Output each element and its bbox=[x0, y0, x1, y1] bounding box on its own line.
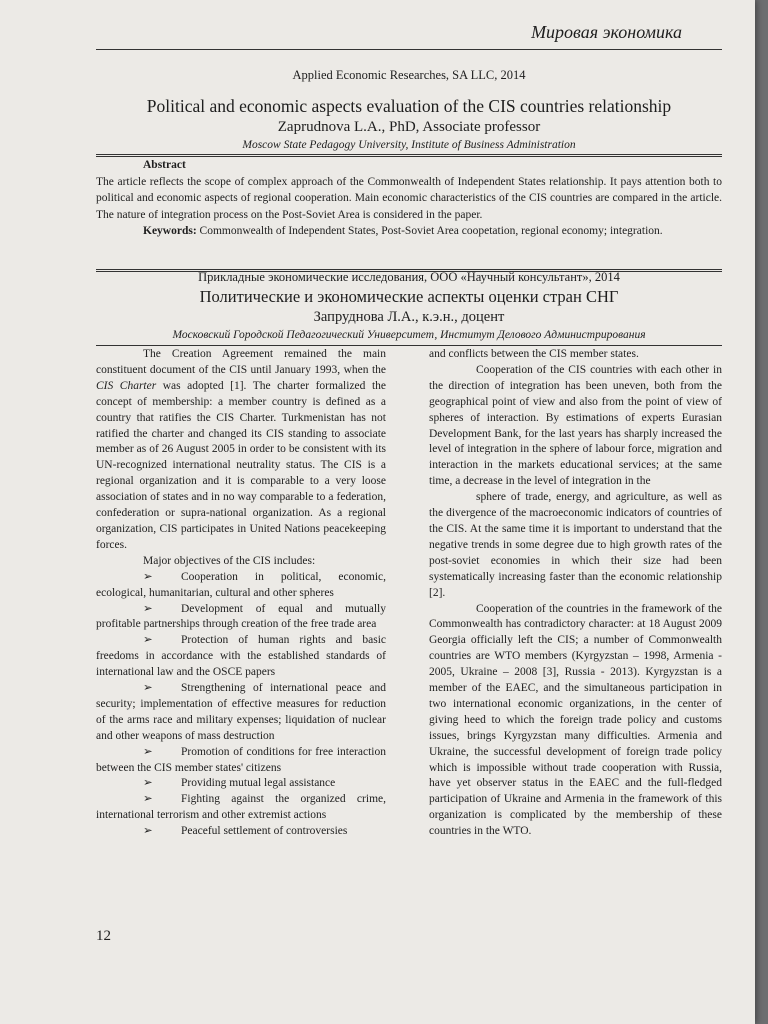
abstract-block bbox=[96, 157, 722, 240]
left-paragraph-1-text-a: The Creation Agreement remained the main constituent document of the CIS until January 1993, when the bbox=[96, 348, 386, 376]
article-title-en: Political and economic aspects evaluation of the CIS countries relationship bbox=[146, 96, 672, 116]
right-paragraph-2: sphere of trade, energy, and agriculture, as well as the divergence of the macroeconomic indicators of countries of the CIS. At the same time it is important to understand that the negative trends in some degree due to high growth rates of the post-soviet economies in which their size had been systematically increasing faster than the economic relationship [2]. bbox=[429, 491, 722, 599]
right-paragraph-0: and conflicts between the CIS member states. bbox=[429, 348, 639, 360]
author-line-ru: Запруднова Л.А., к.э.н., доцент bbox=[313, 309, 505, 325]
right-paragraph-3: Cooperation of the countries in the framework of the Commonwealth has contradictory character: at 18 August 2009 Georgia officially left the CIS; a number of Commonwealth countries are WTO members (Kyrgyzstan – 1998, Armenia - 2005, Ukraine – 2008 [3], Russia - 2013). Kyrgyzstan is a member of the EAEC, and the simultaneous participation in two international economic organizations, in the center of giving heed to which the foreign trade policy and customs issues, brings Kyrgyzstan many difficulties. Armenia and Ukraine, the successful development of foreign trade policy which is impossible without trade cooperation with Russia, have yet observer status in the EAEC and the full-fledged participation of Ukraine and Armenia in the framework of this organization is complicated by the membership of these countries in the WTO. bbox=[429, 602, 722, 838]
article-title-ru: Политические и экономические аспекты оценки стран СНГ bbox=[199, 287, 619, 306]
arrow-bullet-icon: ➢ bbox=[143, 682, 153, 695]
body-top-rule bbox=[96, 345, 722, 346]
objective-item: ➢ Development of equal and mutually profitable partnerships through creation of the free trade area bbox=[96, 602, 386, 631]
arrow-bullet-icon: ➢ bbox=[143, 745, 153, 758]
objective-item: ➢ Protection of human rights and basic freedoms in accordance with the established standards of international law and the OSCE papers bbox=[96, 634, 386, 679]
arrow-bullet-icon: ➢ bbox=[143, 777, 153, 790]
cis-charter-italic: CIS Charter bbox=[96, 379, 157, 392]
arrow-bullet-icon: ➢ bbox=[143, 793, 153, 806]
arrow-bullet-icon: ➢ bbox=[143, 825, 153, 838]
left-paragraph-1-text-b: was adopted [1]. The charter formalized the concept of membership: a member country is defined as a country that ratifies the CIS Charter. Turkmenistan has not ratified the charter and changed its CIS standing to associate member as of 26 August 2005 in order to be consistent with its UN-recognized international neutrality status. The CIS is a regional organization and it is comparable to a very loose association of states and in no way comparable to a federation, confederation or supra-national organization. As a regional organization, CIS participates in United Nations peacekeeping forces. bbox=[96, 379, 386, 551]
left-paragraph-1 bbox=[96, 347, 386, 554]
page-number: 12 bbox=[96, 928, 111, 944]
running-header: Мировая экономика bbox=[531, 22, 682, 42]
objective-item: ➢ Promotion of conditions for free interaction between the CIS member states' citizens bbox=[96, 745, 386, 774]
objective-item: ➢ Cooperation in political, economic, ecological, humanitarian, cultural and other spheres bbox=[96, 570, 386, 599]
institution-ru: Московский Городской Педагогический Университет, Институт Делового Администрирования bbox=[172, 329, 646, 341]
objectives-intro: Major objectives of the CIS includes: bbox=[143, 554, 316, 567]
arrow-bullet-icon: ➢ bbox=[143, 570, 153, 583]
objective-item: ➢ Fighting against the organized crime, international terrorism and other extremist actions bbox=[96, 793, 386, 822]
abstract-text: The article reflects the scope of complex approach of the Commonwealth of Independent States relationship. It pays attention both to political and economic aspects of regional cooperation. Main economic characteristics of the CIS countries are compared in the article. The nature of integration process on the Post-Soviet Area is considered in the paper. bbox=[96, 175, 722, 221]
keywords bbox=[96, 223, 722, 240]
objective-item: ➢ Strengthening of international peace and security; implementation of effective measures for reduction of the arms race and military expenses; liquidation of nuclear and other weapons of mass destruction bbox=[96, 682, 386, 742]
arrow-bullet-icon: ➢ bbox=[143, 602, 153, 615]
objective-item: ➢ Providing mutual legal assistance bbox=[96, 776, 386, 792]
objective-item: ➢ Peaceful settlement of controversies bbox=[96, 824, 386, 840]
keywords-label: Keywords: bbox=[143, 225, 197, 237]
right-paragraph-1: Cooperation of the CIS countries with each other in the direction of integration has been uneven, both from the geographical point of view and also from the point of view of spheres of interaction. By estimations of experts Eurasian Development Bank, for the last years has sharply increased the level of integration in the sphere of labour force, migration and interaction in the markets educational services; at the same time, a decrease in the level of integration in the bbox=[429, 363, 722, 488]
right-column bbox=[429, 347, 722, 840]
journal-citation-ru: Прикладные экономические исследования, ООО «Научный консультант», 2014 bbox=[198, 270, 620, 284]
journal-citation-en: Applied Economic Researches, SA LLC, 2014 bbox=[292, 68, 526, 82]
abstract-heading: Abstract bbox=[143, 159, 186, 171]
header-rule bbox=[96, 49, 722, 50]
author-line-en: Zaprudnova L.A., PhD, Associate professor bbox=[277, 119, 541, 135]
left-column bbox=[96, 347, 386, 840]
keywords-text: Commonwealth of Independent States, Post-Soviet Area coopetation, regional economy; integration. bbox=[196, 225, 663, 237]
institution-en: Moscow State Pedagogy University, Institute of Business Administration bbox=[242, 139, 576, 151]
arrow-bullet-icon: ➢ bbox=[143, 634, 153, 647]
